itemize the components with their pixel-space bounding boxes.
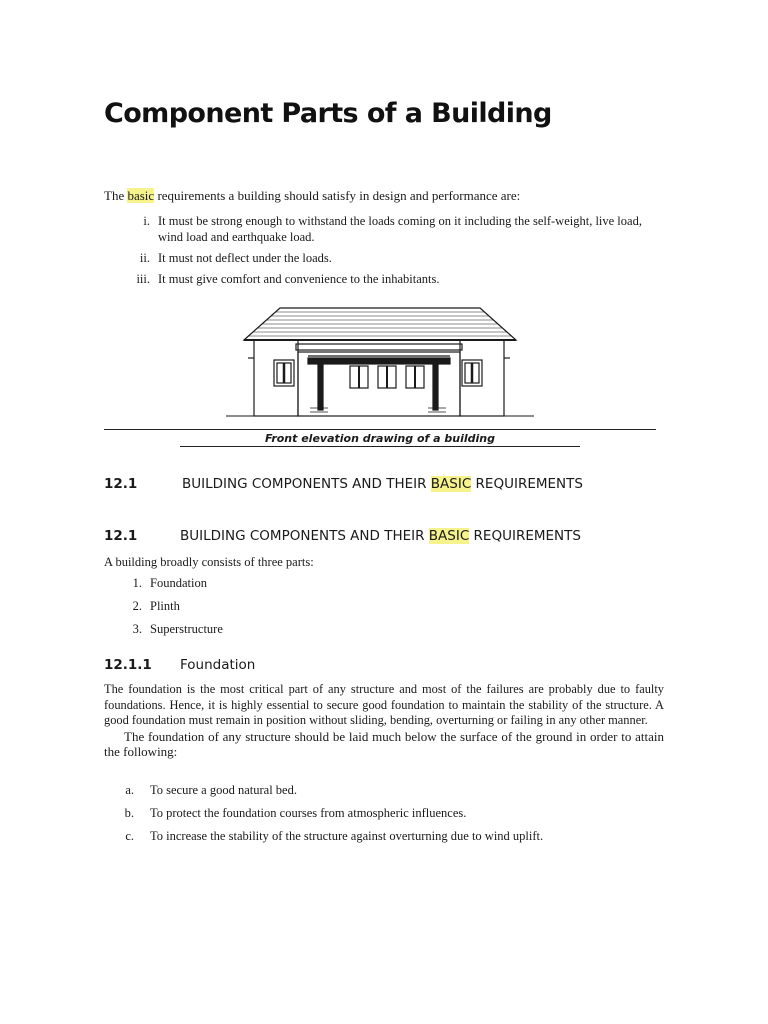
list-item-number: c.	[125, 829, 134, 843]
list-item-number: ii.	[139, 251, 150, 265]
list-item-text: Foundation	[150, 576, 207, 590]
list-item-number: i.	[143, 214, 150, 228]
list-item	[104, 599, 223, 622]
section-number: 12.1	[104, 528, 138, 544]
list-item-text: It must not deflect under the loads.	[158, 251, 332, 265]
section-title	[180, 528, 581, 544]
column	[433, 364, 438, 410]
section-title-after: REQUIREMENTS	[471, 476, 583, 492]
section-number: 12.1	[104, 476, 138, 492]
section-title: Foundation	[180, 657, 256, 673]
list-item-number: iii.	[136, 272, 150, 286]
window-left	[274, 360, 294, 386]
list-item-number: 1.	[132, 576, 142, 590]
objectives-list	[104, 783, 543, 852]
section-title-highlight: BASIC	[428, 528, 470, 544]
intro-after: requirements a building should satisfy in design and performance are:	[154, 188, 521, 203]
list-item-text: It must be strong enough to withstand the loads coming on it including the self-weight, live load, wind load and earthquake load.	[158, 214, 642, 244]
divider	[104, 429, 656, 430]
figure-caption: Front elevation drawing of a building	[180, 432, 580, 447]
intro-highlight: basic	[127, 188, 155, 203]
list-item	[104, 622, 223, 645]
building-elevation-drawing	[178, 300, 598, 422]
page-title: Component Parts of a Building	[104, 98, 552, 129]
list-item	[104, 213, 664, 245]
window-center-1	[350, 366, 368, 388]
intro-paragraph	[104, 188, 520, 204]
list-item-number: 2.	[132, 599, 142, 613]
intro-before: The	[104, 188, 128, 203]
list-item	[104, 250, 664, 266]
window-center-3	[406, 366, 424, 388]
section-title-before: BUILDING COMPONENTS AND THEIR	[180, 528, 429, 544]
parts-list	[104, 576, 223, 645]
list-item-text: To increase the stability of the structure against overturning due to wind uplift.	[150, 829, 544, 843]
section-title-after: REQUIREMENTS	[469, 528, 581, 544]
section-title-before: BUILDING COMPONENTS AND THEIR	[182, 476, 431, 492]
foundation-paragraph-2: The foundation of any structure should be laid much below the surface of the ground in order to attain the following:	[104, 728, 664, 759]
section-number: 12.1.1	[104, 657, 152, 673]
list-item-number: b.	[124, 806, 134, 820]
foundation-paragraph-1: The foundation is the most critical part of any structure and most of the failures are probably due to faulty foundations. Hence, it is highly essential to secure good foundation to maintain the stability of the structure. A good foundation must remain in position without sliding, bending, overturning or failing in any other manner.	[104, 682, 664, 727]
window-center-2	[378, 366, 396, 388]
list-item	[104, 829, 543, 852]
list-item-text: To secure a good natural bed.	[150, 783, 297, 797]
window-right	[462, 360, 482, 386]
list-item-text: It must give comfort and convenience to the inhabitants.	[158, 272, 440, 286]
section-title	[182, 476, 583, 492]
list-item-number: 3.	[132, 622, 142, 636]
list-item	[104, 576, 223, 599]
list-item-number: a.	[125, 783, 134, 797]
list-item-text: To protect the foundation courses from atmospheric influences.	[150, 806, 467, 820]
column	[318, 364, 323, 410]
steps	[310, 408, 446, 412]
verandah-beam	[296, 344, 462, 350]
list-item	[104, 806, 543, 829]
foundation-body	[104, 682, 664, 760]
parts-intro: A building broadly consists of three parts:	[104, 555, 314, 569]
section-title-highlight: BASIC	[430, 476, 472, 492]
list-item-text: Plinth	[150, 599, 180, 613]
list-item	[104, 271, 664, 287]
list-item-text: Superstructure	[150, 622, 223, 636]
requirements-list	[104, 213, 664, 292]
list-item	[104, 783, 543, 806]
